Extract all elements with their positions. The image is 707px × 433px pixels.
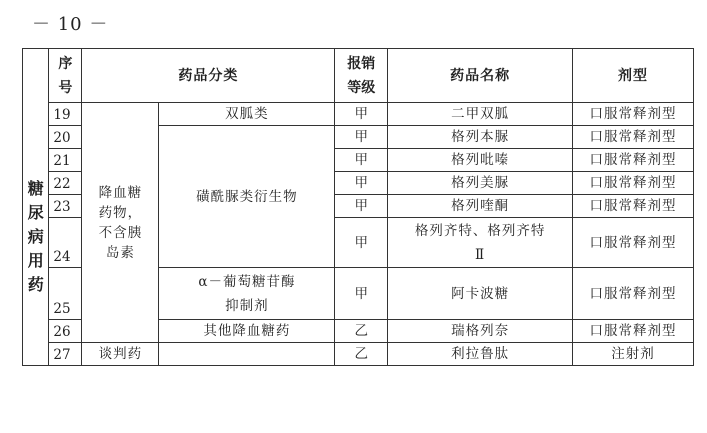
form-cell: 口服常释剂型: [572, 172, 693, 195]
form-cell: 口服常释剂型: [572, 126, 693, 149]
seq-cell: 27: [49, 343, 82, 366]
main-category-char: 用: [27, 251, 44, 270]
subcategory-b-cell: α－葡萄糖苷酶 抑制剂: [159, 268, 335, 320]
form-cell: 口服常释剂型: [572, 320, 693, 343]
subcategory-b-cell: 磺酰脲类衍生物: [159, 126, 335, 268]
level-cell: 甲: [335, 149, 388, 172]
main-category-char: 药: [27, 275, 44, 294]
seq-cell: 25: [49, 268, 82, 320]
form-cell: 口服常释剂型: [572, 218, 693, 268]
seq-cell: 22: [49, 172, 82, 195]
main-category-char: 糖: [27, 179, 44, 198]
subcategory-b-cell: 双胍类: [159, 103, 335, 126]
form-cell: 口服常释剂型: [572, 149, 693, 172]
header-name: 药品名称: [388, 49, 573, 103]
drug-table: [22, 48, 694, 366]
seq-cell: 20: [49, 126, 82, 149]
subcategory-b-cell: [159, 343, 335, 366]
drug-name-cell: 格列齐特、格列齐特 Ⅱ: [388, 218, 573, 268]
level-cell: 乙: [335, 320, 388, 343]
header-row: [23, 49, 694, 103]
subcategory-a-cell: 谈判药: [82, 343, 159, 366]
seq-cell: 24: [49, 218, 82, 268]
drug-name-cell: 格列喹酮: [388, 195, 573, 218]
form-cell: 口服常释剂型: [572, 103, 693, 126]
level-cell: 甲: [335, 172, 388, 195]
drug-name-cell: 二甲双胍: [388, 103, 573, 126]
header-category: 药品分类: [82, 49, 335, 103]
form-cell: 注射剂: [572, 343, 693, 366]
drug-name-cell: 利拉鲁肽: [388, 343, 573, 366]
main-category-char: 病: [27, 227, 44, 246]
seq-cell: 19: [49, 103, 82, 126]
header-seq: 序 号: [49, 49, 82, 103]
table-row: [23, 103, 694, 126]
table-row: [23, 343, 694, 366]
page-number: － 10 －: [32, 14, 109, 35]
main-category-cell: [23, 49, 49, 366]
drug-name-cell: 阿卡波糖: [388, 268, 573, 320]
form-cell: 口服常释剂型: [572, 268, 693, 320]
level-cell: 甲: [335, 268, 388, 320]
seq-cell: 21: [49, 149, 82, 172]
header-form: 剂型: [572, 49, 693, 103]
drug-name-cell: 格列本脲: [388, 126, 573, 149]
drug-name-cell: 瑞格列奈: [388, 320, 573, 343]
level-cell: 甲: [335, 218, 388, 268]
subcategory-a-cell: 降血糖 药物， 不含胰 岛素: [82, 103, 159, 343]
level-cell: 甲: [335, 195, 388, 218]
header-level: 报销 等级: [335, 49, 388, 103]
level-cell: 乙: [335, 343, 388, 366]
level-cell: 甲: [335, 126, 388, 149]
drug-name-cell: 格列吡嗪: [388, 149, 573, 172]
level-cell: 甲: [335, 103, 388, 126]
drug-name-cell: 格列美脲: [388, 172, 573, 195]
subcategory-b-cell: 其他降血糖药: [159, 320, 335, 343]
seq-cell: 23: [49, 195, 82, 218]
seq-cell: 26: [49, 320, 82, 343]
form-cell: 口服常释剂型: [572, 195, 693, 218]
main-category-char: 尿: [27, 203, 44, 222]
